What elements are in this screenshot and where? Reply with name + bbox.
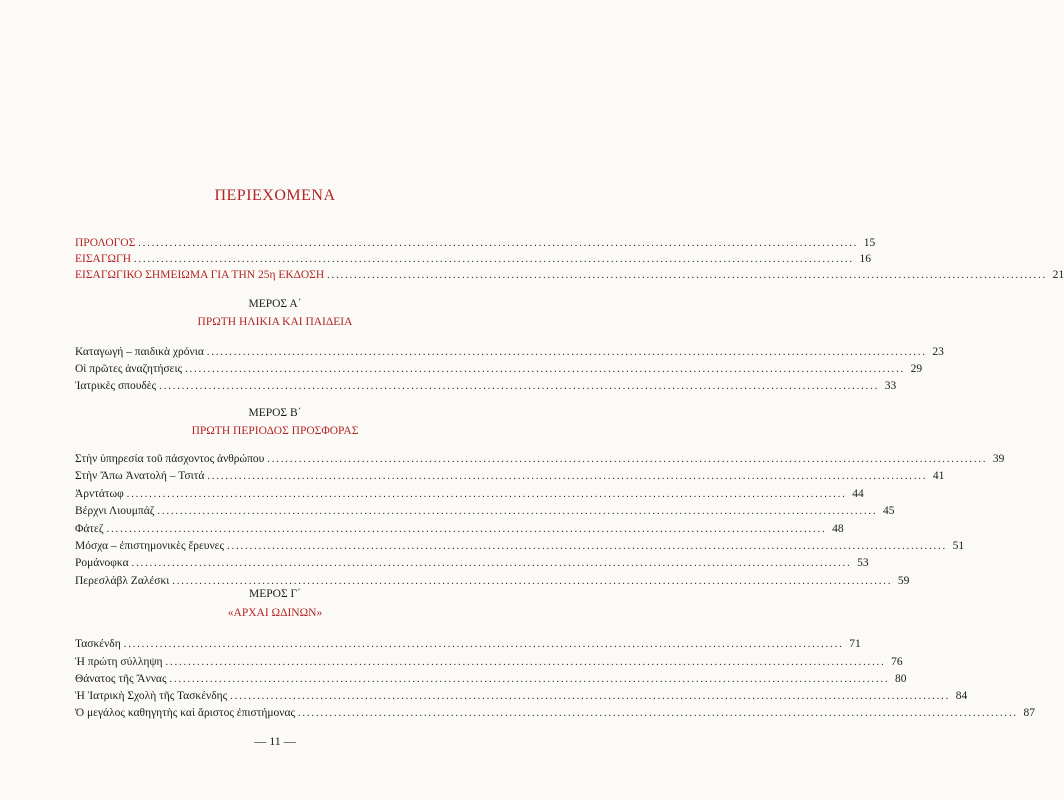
toc-entry-page: 44 (852, 488, 864, 500)
part-heading: ΜΕΡΟΣ Γ΄ (249, 588, 301, 600)
toc-entry-label: ΕΙΣΑΓΩΓΙΚΟ ΣΗΜΕΙΩΜΑ ΓΙΑ ΤΗΝ 25η ΕΚΔΟΣΗ (75, 269, 325, 281)
part-title: «ΑΡΧΑΙ ΩΔΙΝΩΝ» (227, 607, 323, 619)
leader-dots: ................................................................................................................................................................ (327, 270, 1048, 281)
page-number: — 11 — (254, 734, 296, 748)
toc-entry (75, 504, 895, 518)
toc-entry-page: 15 (863, 237, 876, 249)
toc-entry-page: 71 (849, 638, 861, 650)
toc-entry-label: ΠΡΟΛΟΓΟΣ (75, 237, 136, 249)
toc-entry (75, 469, 945, 483)
leader-dots: ................................................................................................................................................................ (159, 381, 880, 392)
toc-entry (75, 379, 897, 393)
toc-entry-label: Θάνατος τῆς Ἄννας (75, 673, 167, 685)
leader-dots: ................................................................................................................................................................ (227, 541, 948, 552)
toc-entry-page: 16 (859, 253, 872, 265)
part-title: ΠΡΩΤΗ ΗΛΙΚΙΑ ΚΑΙ ΠΑΙΔΕΙΑ (197, 316, 353, 328)
toc-entry-label: Ἰατρικὲς σπουδὲς (75, 380, 157, 392)
toc-entry-label: Ρομάνοφκα (75, 557, 129, 569)
leader-dots: ................................................................................................................................................................ (207, 471, 928, 482)
toc-entry (75, 637, 861, 651)
toc-entry-label: ΕΙΣΑΓΩΓΗ (75, 253, 132, 265)
toc-entry (75, 556, 869, 570)
toc-entry-label: Βέρχνι Λιουμπάζ (75, 505, 155, 517)
toc-entry (75, 362, 923, 376)
toc-entry (75, 655, 903, 669)
toc-entry (75, 345, 944, 359)
toc-entry-page: 41 (932, 470, 945, 482)
toc-entry-label: Στὴν ὑπηρεσία τοῦ πάσχοντος ἀνθρώπου (75, 453, 265, 465)
toc-entry-page: 80 (895, 673, 907, 685)
toc-entry-page: 21 (1052, 269, 1064, 281)
leader-dots: ................................................................................................................................................................ (165, 657, 886, 668)
toc-entry-label: Καταγωγή – παιδικὰ χρόνια (75, 346, 204, 358)
toc-entry-page: 33 (884, 380, 897, 392)
leader-dots: ................................................................................................................................................................ (267, 454, 988, 465)
leader-dots: ................................................................................................................................................................ (169, 674, 890, 685)
toc-entry-label: Ἡ πρώτη σύλληψη (75, 656, 163, 668)
toc-entry-label: Ὁ μεγάλος καθηγητὴς καὶ ἄριστος ἐπιστήμονας (75, 707, 296, 719)
part-heading: ΜΕΡΟΣ Α΄ (248, 298, 302, 310)
leader-dots: ................................................................................................................................................................ (134, 254, 855, 265)
leader-dots: ................................................................................................................................................................ (206, 347, 927, 358)
leader-dots: ................................................................................................................................................................ (123, 639, 844, 650)
toc-entry (75, 252, 872, 266)
page-title: ΠΕΡΙΕΧΟΜΕΝΑ (214, 187, 336, 204)
leader-dots: ................................................................................................................................................................ (106, 524, 827, 535)
toc-entry-page: 51 (952, 540, 965, 552)
leader-dots: ................................................................................................................................................................ (157, 506, 878, 517)
toc-entry-page: 84 (955, 690, 968, 702)
toc-entry-page: 23 (932, 346, 944, 358)
toc-entry-label: Μόσχα – ἐπιστημονικὲς ἔρευνες (75, 540, 225, 552)
toc-entry (75, 268, 1064, 282)
toc-entry (75, 522, 844, 536)
toc-entry-page: 29 (910, 363, 923, 375)
toc-entry-label: Τασκένδη (75, 638, 121, 650)
part-heading: ΜΕΡΟΣ Β΄ (248, 407, 302, 419)
leader-dots: ................................................................................................................................................................ (131, 558, 852, 569)
toc-entry-label: Φάτεζ (75, 523, 104, 535)
leader-dots: ................................................................................................................................................................ (172, 576, 893, 587)
toc-entry-page: 53 (857, 557, 869, 569)
part-title: ΠΡΩΤΗ ΠΕΡΙΟΔΟΣ ΠΡΟΣΦΟΡΑΣ (191, 425, 359, 437)
toc-entry (75, 672, 907, 686)
leader-dots: ................................................................................................................................................................ (230, 691, 951, 702)
leader-dots: ................................................................................................................................................................ (138, 238, 859, 249)
toc-entry-page: 48 (832, 523, 844, 535)
toc-entry-label: Ἀρντάτωφ (75, 488, 124, 500)
toc-entry-page: 39 (992, 453, 1005, 465)
toc-entry (75, 487, 864, 501)
toc-entry (75, 539, 965, 553)
toc-entry-page: 59 (897, 575, 910, 587)
leader-dots: ................................................................................................................................................................ (298, 708, 1019, 719)
leader-dots: ................................................................................................................................................................ (185, 364, 906, 375)
toc-entry (75, 452, 1005, 466)
toc-entry (75, 689, 968, 703)
toc-entry-page: 76 (891, 656, 903, 668)
toc-entry-label: Ἡ Ἰατρικὴ Σχολὴ τῆς Τασκένδης (75, 690, 228, 702)
leader-dots: ................................................................................................................................................................ (126, 489, 847, 500)
toc-entry-label: Στὴν Ἄπω Ἀνατολή – Τσιτά (75, 470, 205, 482)
toc-entry-page: 87 (1023, 707, 1036, 719)
toc-entry (75, 236, 876, 250)
toc-entry-label: Περεσλάβλ Ζαλέσκι (75, 575, 170, 587)
toc-entry (75, 706, 1036, 720)
toc-entry-label: Οἱ πρῶτες ἀναζητήσεις (75, 363, 183, 375)
toc-entry (75, 574, 910, 588)
toc-entry-page: 45 (883, 505, 895, 517)
